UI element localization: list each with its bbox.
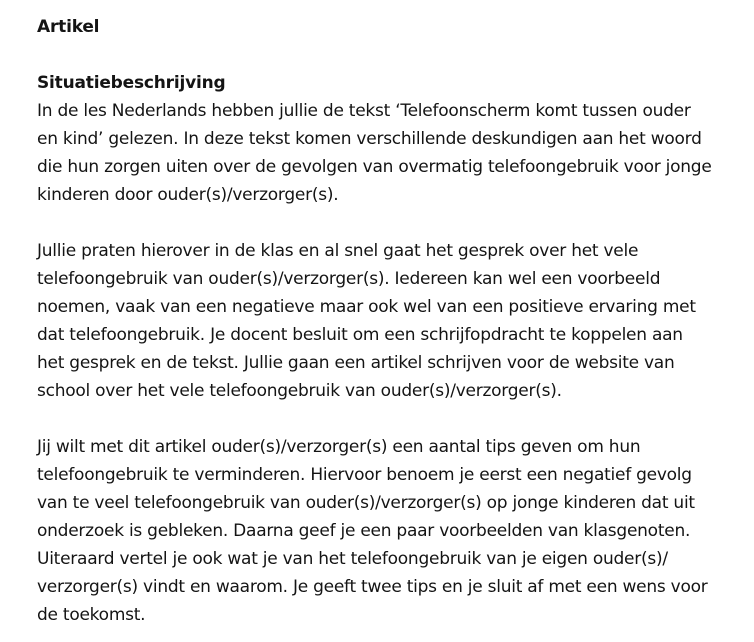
text-line: verzorger(s) vindt en waarom. Je geeft twee tips en je sluit af met een wens voor — [37, 577, 708, 597]
section-title: Situatiebeschrijving — [37, 73, 226, 93]
text-line: telefoongebruik van ouder(s)/verzorger(s). Iedereen kan wel een voorbeeld — [37, 269, 661, 289]
paragraph-2 — [37, 237, 730, 405]
text-line: en kind’ gelezen. In deze tekst komen verschillende deskundigen aan het woord — [37, 129, 702, 149]
spacer — [37, 41, 730, 69]
text-line: van te veel telefoongebruik van ouder(s)/verzorger(s) op jonge kinderen dat uit — [37, 493, 695, 513]
text-line: noemen, vaak van een negatieve maar ook wel van een positieve ervaring met — [37, 297, 696, 317]
spacer — [37, 405, 730, 433]
text-line: die hun zorgen uiten over de gevolgen van overmatig telefoongebruik voor jonge — [37, 157, 712, 177]
text-line: Uiteraard vertel je ook wat je van het telefoongebruik van je eigen ouder(s)/ — [37, 549, 668, 569]
text-line: Jij wilt met dit artikel ouder(s)/verzorger(s) een aantal tips geven om hun — [37, 437, 641, 457]
text-line: school over het vele telefoongebruik van ouder(s)/verzorger(s). — [37, 381, 562, 401]
document-title: Artikel — [37, 17, 100, 37]
text-line: de toekomst. — [37, 605, 146, 625]
text-line: In de les Nederlands hebben jullie de tekst ‘Telefoonscherm komt tussen ouder — [37, 101, 691, 121]
text-line: telefoongebruik te verminderen. Hiervoor benoem je eerst een negatief gevolg — [37, 465, 692, 485]
text-line: kinderen door ouder(s)/verzorger(s). — [37, 185, 339, 205]
spacer — [37, 209, 730, 237]
text-line: het gesprek en de tekst. Jullie gaan een artikel schrijven voor de website van — [37, 353, 675, 373]
paragraph-1 — [37, 97, 730, 209]
text-line: dat telefoongebruik. Je docent besluit om een schrijfopdracht te koppelen aan — [37, 325, 683, 345]
text-line: Jullie praten hierover in de klas en al snel gaat het gesprek over het vele — [37, 241, 639, 261]
text-line: onderzoek is gebleken. Daarna geef je een paar voorbeelden van klasgenoten. — [37, 521, 691, 541]
paragraph-3 — [37, 433, 730, 629]
